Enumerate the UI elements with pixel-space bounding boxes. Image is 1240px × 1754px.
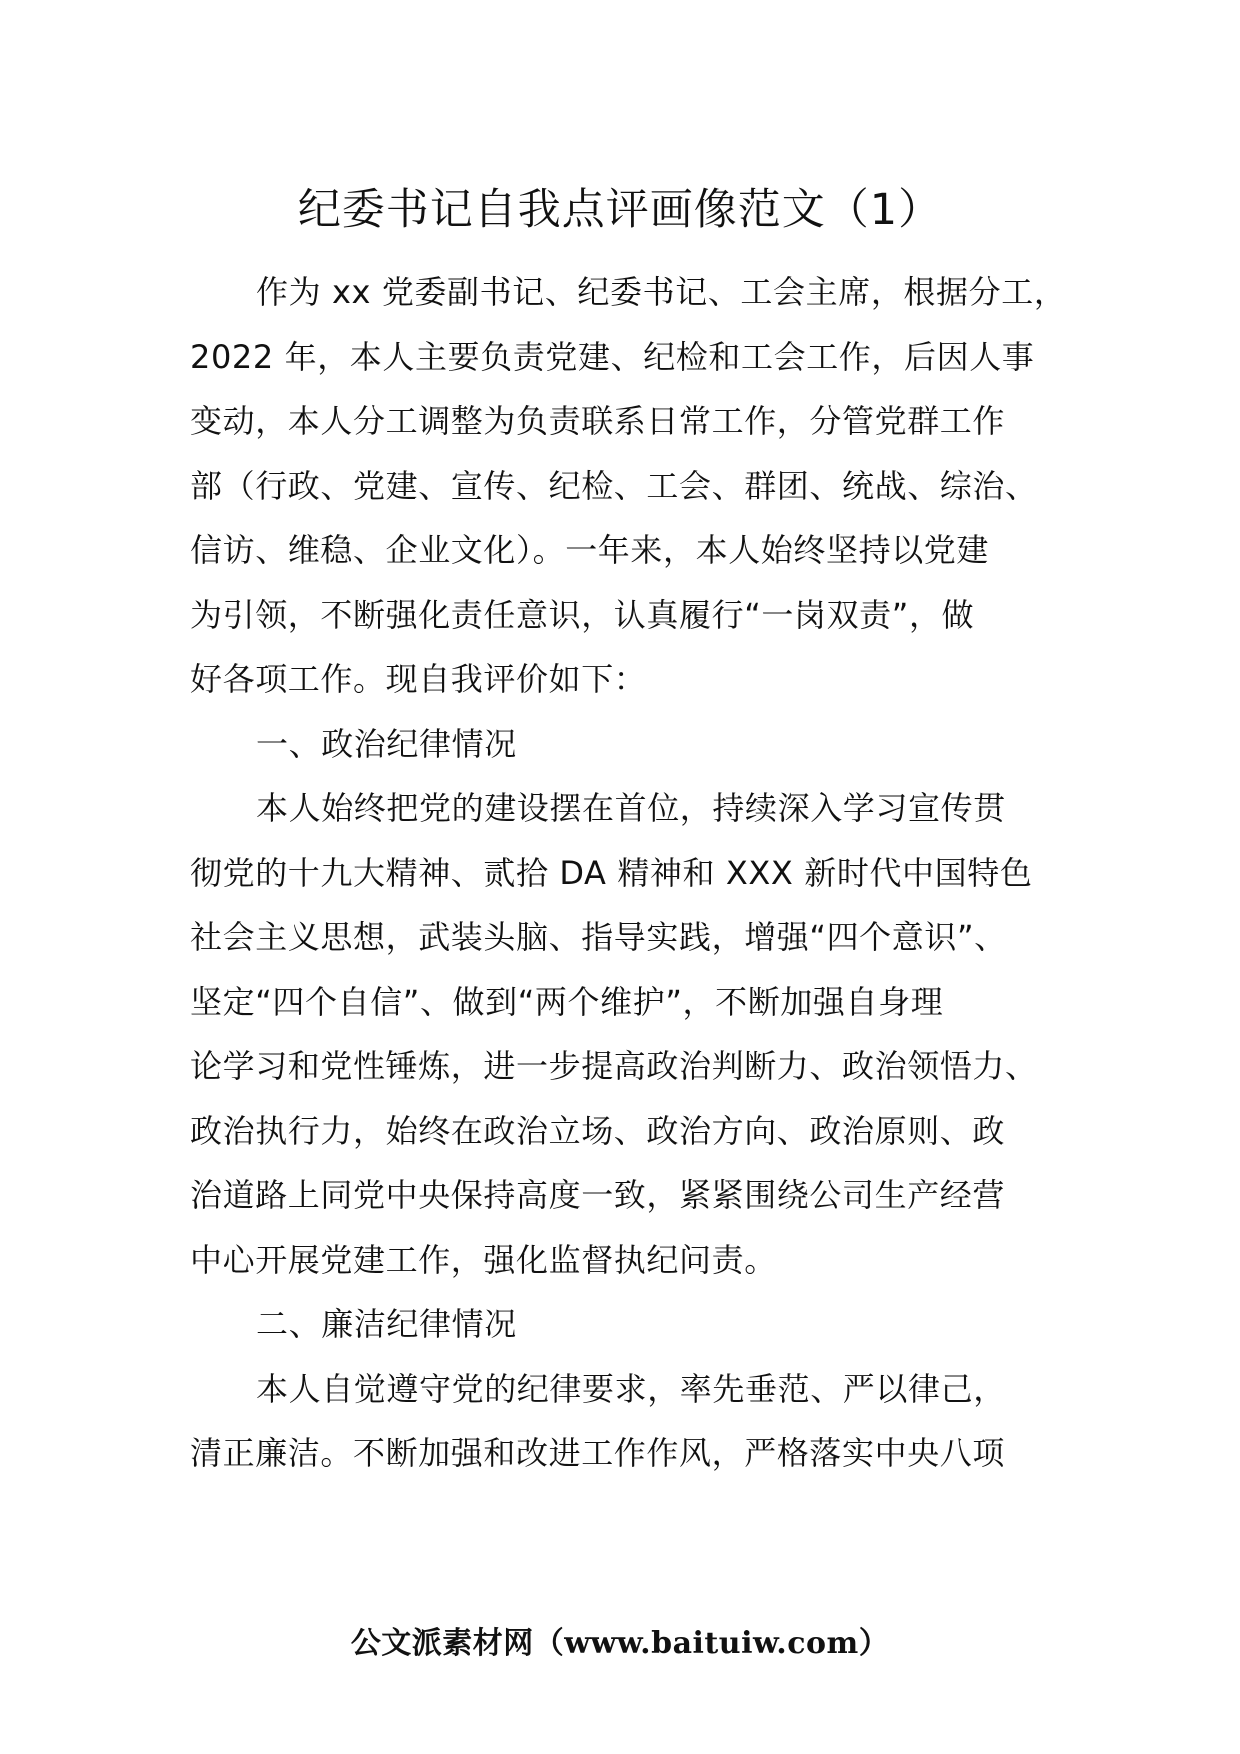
paragraph-3-line-2: 清正廉洁。不断加强和改进工作作风，严格落实中央八项: [190, 1434, 1006, 1472]
paragraph-3-line-1: 本人自觉遵守党的纪律要求，率先垂范、严以律己，: [256, 1369, 1006, 1408]
paragraph-1-line-4: 部（行政、党建、宣传、纪检、工会、群团、统战、综治、: [190, 466, 1038, 505]
paragraph-1-line-1: 作为 xx 党委副书记、纪委书记、工会主席，根据分工，: [256, 273, 1067, 311]
paragraph-2-line-3: 社会主义思想，武装头脑、指导实践，增强“四个意识”、: [190, 918, 1007, 956]
paragraph-2-line-2: 彻党的十九大精神、贰拾 DA 精神和 XXX 新时代中国特色: [190, 853, 1033, 892]
paragraph-2-line-8: 中心开展党建工作，强化监督执纪问责。: [190, 1240, 777, 1279]
paragraph-1-line-5: 信访、维稳、企业文化）。一年来，本人始终坚持以党建: [190, 531, 990, 569]
paragraph-1-line-6: 为引领，不断强化责任意识，认真履行“一岗双责”，做: [190, 595, 975, 634]
paragraph-2-line-5: 论学习和党性锤炼，进一步提高政治判断力、政治领悟力、: [190, 1047, 1038, 1085]
footer-watermark: 公文派素材网（www.baituiw.com）: [350, 1626, 890, 1661]
section-heading-2: 二、廉洁纪律情况: [256, 1305, 517, 1343]
paragraph-1-line-7: 好各项工作。现自我评价如下：: [190, 660, 647, 698]
paragraph-1-line-2: 2022 年，本人主要负责党建、纪检和工会工作，后因人事: [190, 337, 1035, 376]
document-body: [190, 260, 1070, 1486]
paragraph-1-line-3: 变动，本人分工调整为负责联系日常工作，分管党群工作: [190, 402, 1006, 440]
paragraph-2-line-4: 坚定“四个自信”、做到“两个维护”，不断加强自身理: [190, 982, 944, 1021]
paragraph-2-line-7: 治道路上同党中央保持高度一致，紧紧围绕公司生产经营: [190, 1176, 1006, 1214]
section-heading-1: 一、政治纪律情况: [256, 724, 517, 763]
paragraph-2-line-1: 本人始终把党的建设摆在首位，持续深入学习宣传贯: [256, 789, 1006, 827]
document-title: 纪委书记自我点评画像范文（1）: [297, 185, 943, 235]
paragraph-2-line-6: 政治执行力，始终在政治立场、政治方向、政治原则、政: [190, 1111, 1006, 1150]
